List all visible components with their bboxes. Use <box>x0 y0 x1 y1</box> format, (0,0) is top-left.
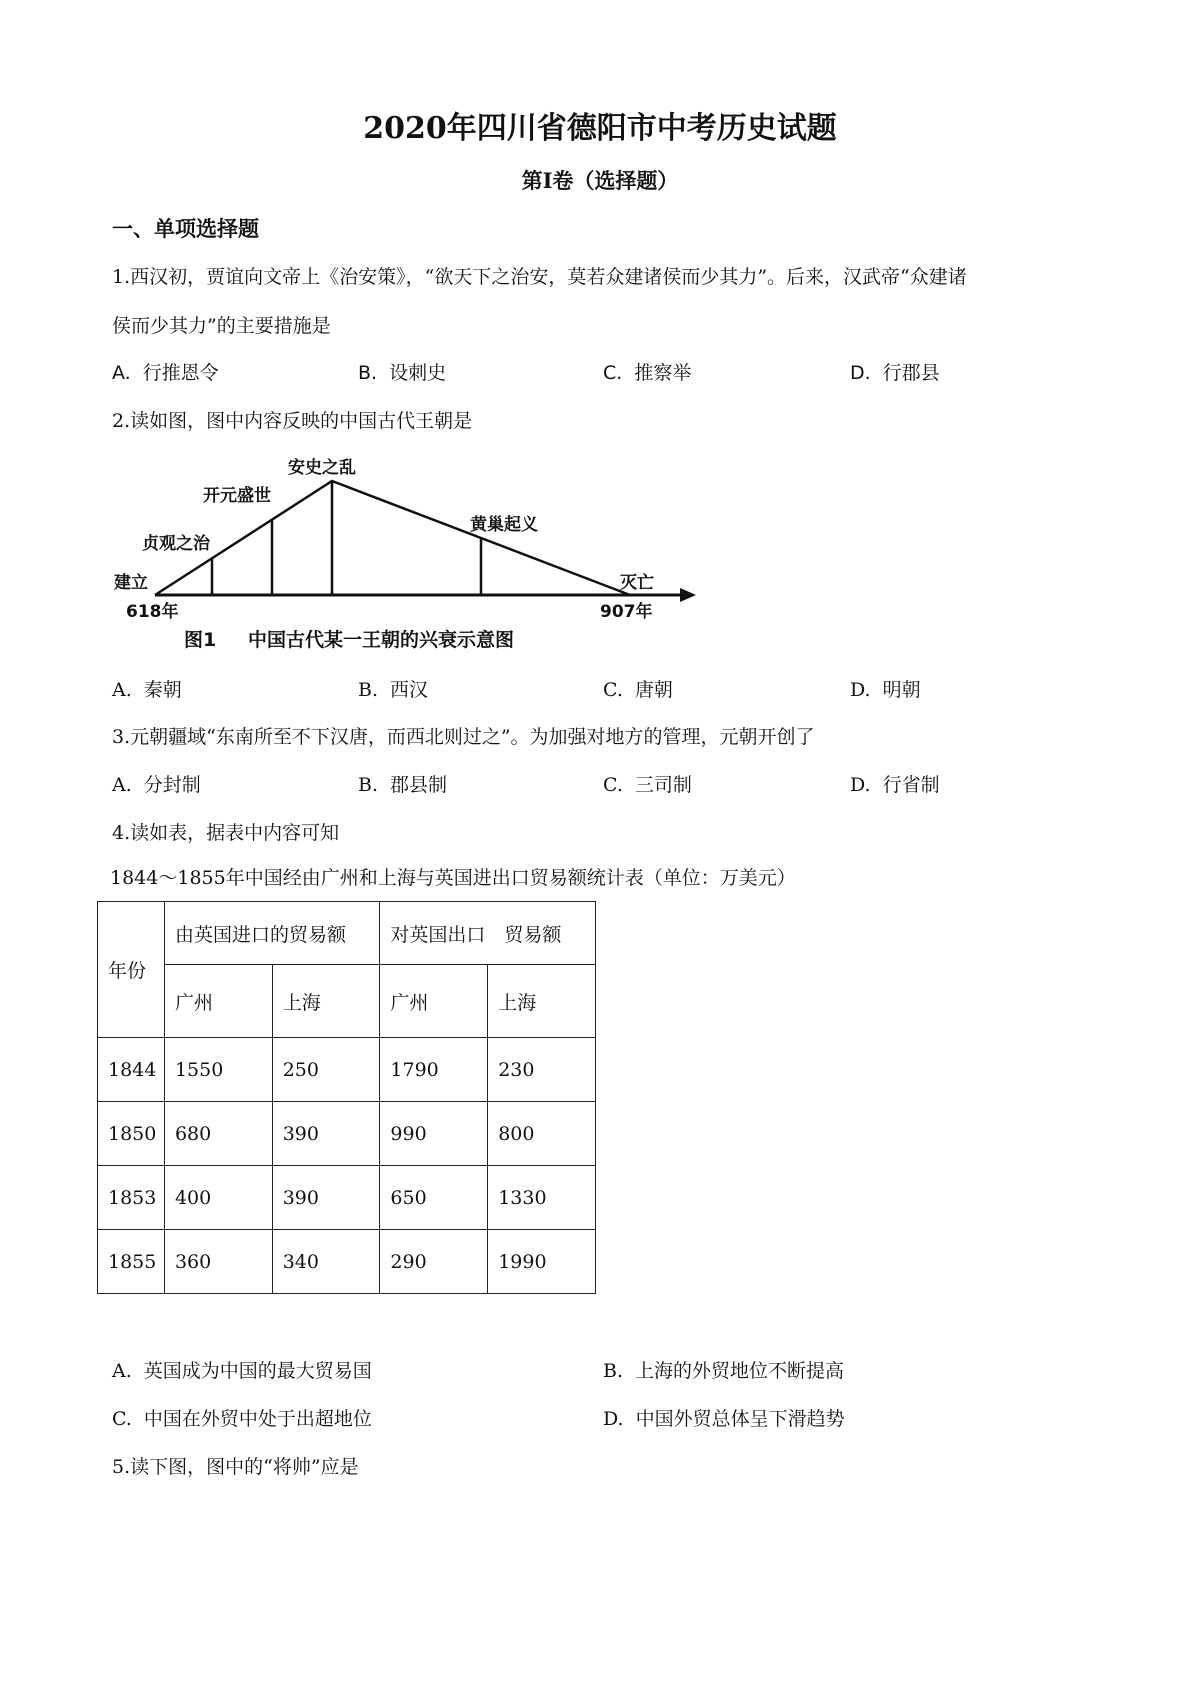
q4-option-d: D. 中国外贸总体呈下滑趋势 <box>603 1408 845 1430</box>
table-cell: 680 <box>164 1102 272 1166</box>
q1-option-d: D. 行郡县 <box>850 362 940 384</box>
subheader-cell: 上海 <box>272 965 380 1038</box>
q5-stem: 5.读下图，图中的“将帅”应是 <box>112 1456 359 1478</box>
section-heading: 一、单项选择题 <box>112 217 259 241</box>
page-subtitle: 第Ⅰ卷（选择题） <box>521 168 679 193</box>
table-row <box>98 1102 596 1166</box>
table-cell: 1853 <box>98 1166 165 1230</box>
event-label-fall: 灭亡 <box>620 573 654 593</box>
table-cell: 650 <box>380 1166 488 1230</box>
q4-option-b: B. 上海的外贸地位不断提高 <box>603 1360 845 1382</box>
trade-table <box>97 901 596 1294</box>
timeline-arrow-icon <box>680 588 696 602</box>
dynasty-rise-fall-diagram <box>100 445 700 655</box>
table-cell: 230 <box>488 1038 596 1102</box>
event-label-anshi: 安史之乱 <box>288 458 356 478</box>
table-row <box>98 1230 596 1294</box>
table-cell: 1550 <box>164 1038 272 1102</box>
table-cell: 390 <box>272 1102 380 1166</box>
q1-option-b: B. 设刺史 <box>358 362 447 384</box>
table-cell: 390 <box>272 1166 380 1230</box>
subheader-cell: 上海 <box>488 965 596 1038</box>
q2-option-c: C. 唐朝 <box>603 679 673 701</box>
q2-option-d: D. 明朝 <box>850 679 921 701</box>
q2-option-b: B. 西汉 <box>358 679 429 701</box>
table-cell: 1855 <box>98 1230 165 1294</box>
q4-option-a: A. 英国成为中国的最大贸易国 <box>112 1360 372 1382</box>
q2-stem: 2.读如图，图中内容反映的中国古代王朝是 <box>112 410 473 432</box>
table-cell: 360 <box>164 1230 272 1294</box>
start-year-label: 618年 <box>126 602 179 622</box>
subheader-cell: 广州 <box>164 965 272 1038</box>
table-cell: 340 <box>272 1230 380 1294</box>
table-cell: 1990 <box>488 1230 596 1294</box>
event-label-founding: 建立 <box>114 573 148 593</box>
q1-stem-line2: 侯而少其力”的主要措施是 <box>112 315 331 337</box>
year-header: 年份 <box>98 902 165 1038</box>
export-header: 对英国出口 贸易额 <box>380 902 596 965</box>
table-cell: 990 <box>380 1102 488 1166</box>
table-cell: 1844 <box>98 1038 165 1102</box>
q3-stem: 3.元朝疆域“东南所至不下汉唐，而西北则过之”。为加强对地方的管理，元朝开创了 <box>112 726 815 748</box>
q3-option-a: A. 分封制 <box>112 774 201 796</box>
table-cell: 400 <box>164 1166 272 1230</box>
q4-option-c: C. 中国在外贸中处于出超地位 <box>112 1408 372 1430</box>
table-cell: 290 <box>380 1230 488 1294</box>
import-header: 由英国进口的贸易额 <box>164 902 379 965</box>
table-cell: 250 <box>272 1038 380 1102</box>
page-title: 2020年四川省德阳市中考历史试题 <box>363 111 837 146</box>
subheader-cell: 广州 <box>380 965 488 1038</box>
table-row <box>98 1038 596 1102</box>
figure-number: 图1 <box>184 629 217 651</box>
table-cell: 1790 <box>380 1038 488 1102</box>
table-cell: 1330 <box>488 1166 596 1230</box>
table-header-row <box>98 902 596 965</box>
q1-option-c: C. 推察举 <box>603 362 692 384</box>
event-label-kaiyuan: 开元盛世 <box>203 486 271 506</box>
q2-option-a: A. 秦朝 <box>112 679 182 701</box>
q1-option-a: A. 行推恩令 <box>112 362 219 384</box>
table-cell: 1850 <box>98 1102 165 1166</box>
event-label-huangchao: 黄巢起义 <box>470 515 538 535</box>
end-year-label: 907年 <box>600 602 653 622</box>
table-cell: 800 <box>488 1102 596 1166</box>
q3-option-b: B. 郡县制 <box>358 774 448 796</box>
table-subheader-row <box>98 965 596 1038</box>
q1-stem-line1: 1.西汉初，贾谊向文帝上《治安策》，“欲天下之治安，莫若众建诸侯而少其力”。后来，汉武帝“众建诸 <box>112 266 967 288</box>
figure-caption: 中国古代某一王朝的兴衰示意图 <box>248 629 515 651</box>
q3-option-c: C. 三司制 <box>603 774 692 796</box>
q3-option-d: D. 行省制 <box>850 774 940 796</box>
table-row <box>98 1166 596 1230</box>
table-caption: 1844～1855年中国经由广州和上海与英国进出口贸易额统计表（单位：万美元） <box>110 867 796 889</box>
event-label-zhenguan: 贞观之治 <box>142 534 210 554</box>
q4-stem: 4.读如表，据表中内容可知 <box>112 822 340 844</box>
